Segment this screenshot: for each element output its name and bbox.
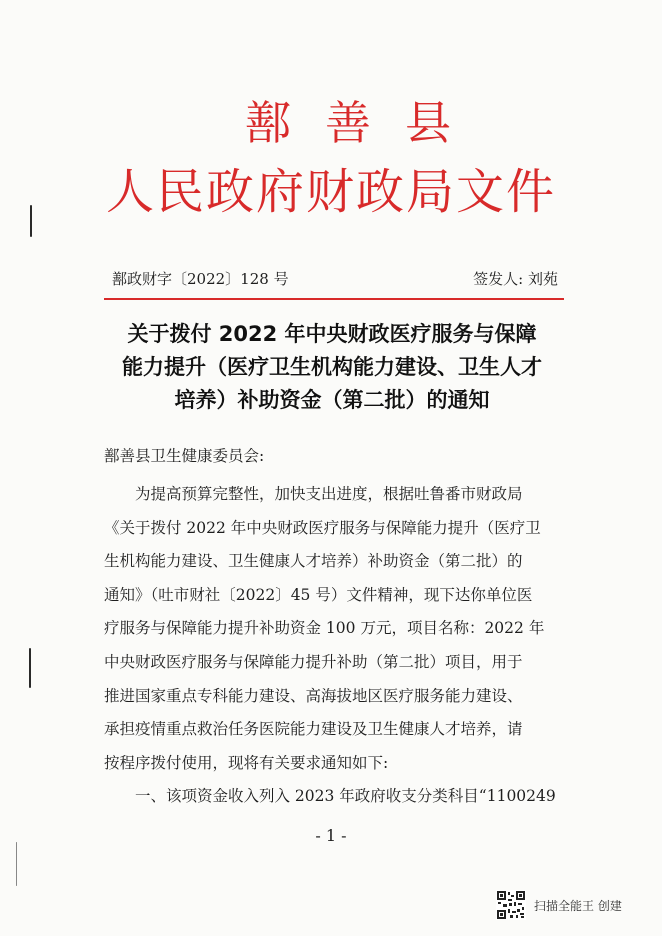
signer: 签发人: 刘苑: [473, 270, 558, 288]
header-county: 鄯善县: [245, 96, 485, 150]
body-line: 疗服务与保障能力提升补助资金 100 万元，项目名称：2022 年: [104, 619, 545, 638]
qr-code-icon: [496, 890, 526, 920]
body-line: 按程序拨付使用，现将有关要求通知如下:: [104, 753, 389, 772]
title-line: 培养）补助资金（第二批）的通知: [174, 388, 490, 412]
scan-mark: [29, 648, 31, 688]
body-text: [104, 478, 574, 814]
body-line: 《关于拨付 2022 年中央财政医疗服务与保障能力提升（医疗卫: [104, 518, 541, 537]
header-office: 人民政府财政局文件: [105, 164, 556, 220]
body-line: 承担疫情重点救治任务医院能力建设及卫生健康人才培养，请: [104, 720, 523, 739]
page-number: - 1 -: [315, 826, 347, 845]
header-divider: [104, 298, 564, 300]
recipient: 鄯善县卫生健康委员会:: [104, 447, 265, 465]
body-line: 一、该项资金收入列入 2023 年政府收支分类科目“1100249: [135, 787, 556, 806]
body-line: 为提高预算完整性，加快支出进度，根据吐鲁番市财政局: [135, 485, 523, 503]
watermark-text: 扫描全能王 创建: [534, 898, 622, 913]
document-number: 鄯政财字〔2022〕128 号: [112, 270, 289, 288]
body-line: 中央财政医疗服务与保障能力提升补助（第二批）项目，用于: [104, 652, 523, 671]
body-line: 生机构能力建设、卫生健康人才培养）补助资金（第二批）的: [104, 552, 523, 571]
title-line: 关于拨付 2022 年中央财政医疗服务与保障: [127, 322, 537, 346]
body-line: 通知》（吐市财社〔2022〕45 号）文件精神，现下达你单位医: [104, 585, 533, 604]
document-title: [90, 318, 574, 417]
scanner-watermark: [496, 890, 622, 920]
title-line: 能力提升（医疗卫生机构能力建设、卫生人才: [122, 355, 542, 379]
body-line: 推进国家重点专科能力建设、高海拔地区医疗服务能力建设、: [104, 686, 523, 705]
scan-edge: [16, 842, 17, 886]
